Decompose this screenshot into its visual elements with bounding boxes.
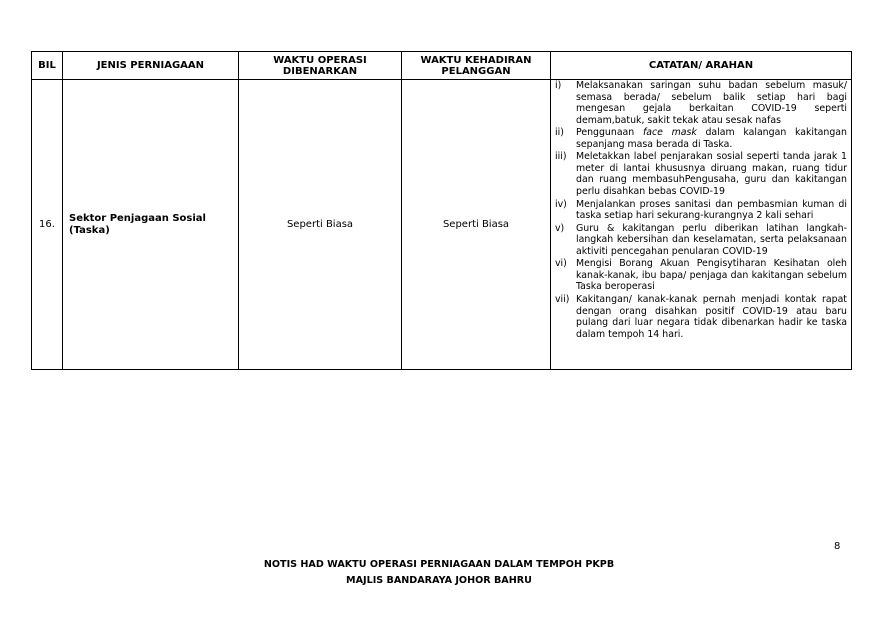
note-number: ii) xyxy=(555,127,564,139)
note-number: v) xyxy=(555,222,565,234)
note-item xyxy=(555,127,847,150)
row-catatan xyxy=(551,80,852,370)
note-text xyxy=(576,258,847,293)
business-hours-table xyxy=(31,51,852,370)
note-item xyxy=(555,199,847,222)
row-waktu-operasi: Seperti Biasa xyxy=(239,80,402,370)
header-jenis-perniagaan: JENIS PERNIAGAAN xyxy=(63,52,239,80)
note-text-part: Kakitangan/ kanak-kanak pernah menjadi kontak rapat dengan orang disahkan positif COVID-19 atau baru pulang dari luar negara tidak dibenarkan hadir ke taska dalam tempoh 14 hari. xyxy=(576,294,847,340)
note-item xyxy=(555,151,847,197)
note-number: iv) xyxy=(555,198,567,210)
note-number: i) xyxy=(555,80,562,91)
footer-organization: MAJLIS BANDARAYA JOHOR BAHRU xyxy=(346,575,532,586)
note-text-part: Menjalankan proses sanitasi dan pembasmian kuman di taska setiap hari sekurang-kurangnya 2 kali sehari xyxy=(576,198,847,222)
note-item xyxy=(555,294,847,340)
note-emphasis: face mask xyxy=(642,127,697,139)
note-number: vii) xyxy=(555,294,570,306)
row-jenis-perniagaan: Sektor Penjagaan Sosial (Taska) xyxy=(63,80,239,370)
table-row xyxy=(32,80,852,370)
note-item xyxy=(555,223,847,258)
note-text-part: Meletakkan label penjarakan sosial seperti tanda jarak 1 meter di lantai khususnya diruang makan, ruang tidur dan ruang membasuhPengusaha, guru dan kakitangan perlu disahkan bebas COVID-19 xyxy=(576,151,847,197)
table-header-row xyxy=(32,52,852,80)
note-text-part: Mengisi Borang Akuan Pengisytiharan Kesihatan oleh kanak-kanak, ibu bapa/ penjaga dan kakitangan sebelum Taska beroperasi xyxy=(576,258,847,293)
note-text xyxy=(576,199,847,222)
note-text xyxy=(576,294,847,340)
notes-list xyxy=(555,80,847,340)
note-text-part: Penggunaan xyxy=(576,127,643,139)
note-number: vi) xyxy=(555,258,567,270)
footer-title: NOTIS HAD WAKTU OPERASI PERNIAGAAN DALAM TEMPOH PKPB xyxy=(263,559,615,570)
header-bil: BIL xyxy=(32,52,63,80)
note-number: iii) xyxy=(555,151,567,163)
note-text xyxy=(576,223,847,258)
row-bil: 16. xyxy=(32,80,63,370)
note-text xyxy=(576,151,847,197)
note-text-part: Melaksanakan saringan suhu badan sebelum masuk/ semasa berada/ sebelum balik setiap hari bagi mengesan gejala berkaitan COVID-19 seperti demam,batuk, sakit tekak atau sesak nafas xyxy=(576,80,847,126)
note-item xyxy=(555,258,847,293)
note-text xyxy=(576,127,847,150)
row-waktu-kehadiran: Seperti Biasa xyxy=(402,80,551,370)
header-waktu-kehadiran: WAKTU KEHADIRAN PELANGGAN xyxy=(402,52,551,80)
page-number: 8 xyxy=(834,541,841,552)
note-text-part: dalam kalangan kakitangan sepanjang masa berada di Taska. xyxy=(576,127,847,150)
note-item xyxy=(555,80,847,126)
header-catatan: CATATAN/ ARAHAN xyxy=(551,52,852,80)
note-text xyxy=(576,80,847,126)
header-waktu-operasi: WAKTU OPERASI DIBENARKAN xyxy=(239,52,402,80)
note-text-part: Guru & kakitangan perlu diberikan latihan langkah-langkah kebersihan dan keselamatan, serta pelaksanaan aktiviti pencegahan penularan COVID-19 xyxy=(576,222,847,257)
